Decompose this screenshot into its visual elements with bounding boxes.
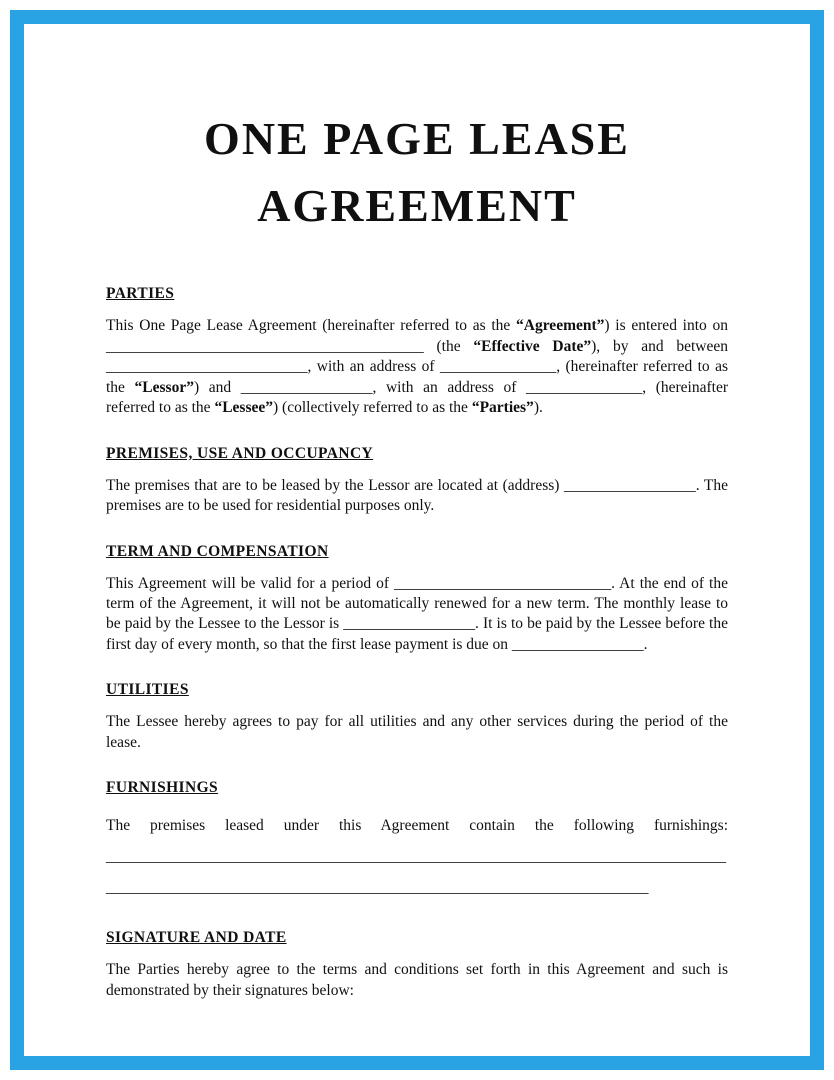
section-utilities-heading: UTILITIES — [106, 681, 189, 699]
section-term-heading: TERM AND COMPENSATION — [106, 542, 329, 560]
section-premises-heading: PREMISES, USE AND OCCUPANCY — [106, 444, 374, 462]
page-title-line1: ONE PAGE LEASE — [204, 113, 630, 164]
section-term-body: This Agreement will be valid for a period of ____________________________. At the end of the term of the Agreement, it will not be automatically renewed for a new term. The monthly lease to be paid by the Lessee to the Lessor is _________________. It is to be paid by the Lessee before the first day of every month, so that the first lease payment is due on _________________. — [106, 574, 728, 653]
section-utilities-body: The Lessee hereby agrees to pay for all utilities and any other services during the period of the lease. — [106, 713, 728, 751]
section-furnishings — [106, 779, 728, 903]
section-signature-heading: SIGNATURE AND DATE — [106, 929, 287, 947]
section-furnishings-heading: FURNISHINGS — [106, 779, 219, 797]
page-title-line2: AGREEMENT — [257, 179, 577, 231]
page-border-frame — [10, 10, 824, 1070]
section-furnishings-body: The premises leased under this Agreement contain the following furnishings: ________________________________________________________________________________ ______________________________________________________________________ — [106, 817, 728, 897]
section-premises-body: The premises that are to be leased by the Lessor are located at (address) _________________. The premises are to be used for residential purposes only. — [106, 476, 728, 515]
section-utilities — [106, 681, 728, 753]
section-signature — [106, 929, 728, 1001]
section-parties — [106, 285, 728, 418]
section-premises — [106, 445, 728, 517]
section-signature-body: The Parties hereby agree to the terms and conditions set forth in this Agreement and such is demonstrated by their signatures below: — [106, 961, 728, 999]
section-term — [106, 543, 728, 656]
section-parties-body: This One Page Lease Agreement (hereinafter referred to as the “Agreement”) is entered into on _________________________________________ (the “Effective Date”), by and between __________________________, with an address of _______________, (hereinafter referred to as the “Lessor”) and _________________, with an address of _______________, (hereinafter referred to as the “Lessee”) (collectively referred to as the “Parties”). — [106, 317, 728, 417]
document-page — [24, 24, 810, 1056]
section-parties-heading: PARTIES — [106, 285, 175, 303]
page-title — [106, 106, 728, 239]
